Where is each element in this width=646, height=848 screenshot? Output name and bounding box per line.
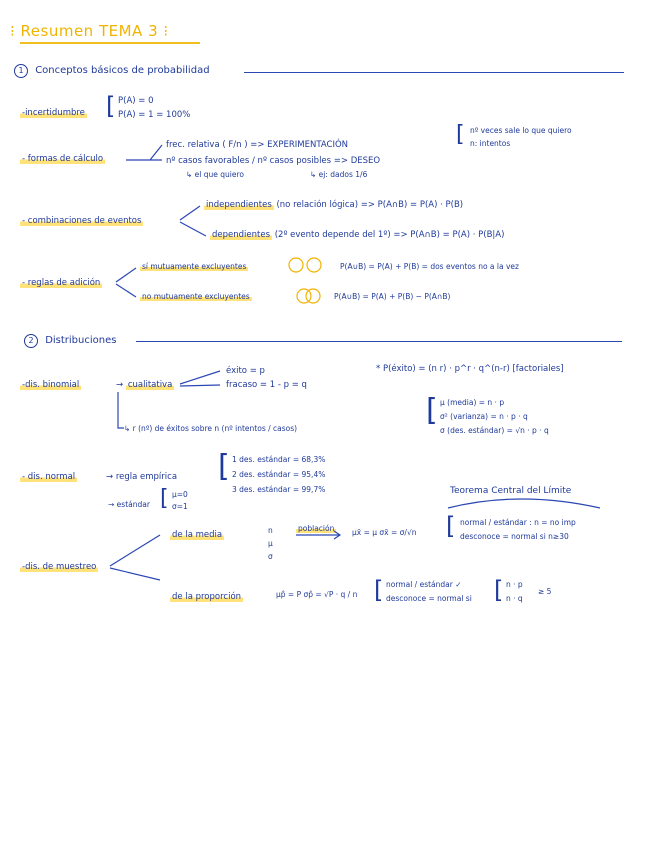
muestreo-formula: μx̄ = μ σx̄ = σ/√n	[352, 528, 417, 537]
reglas-b1: sí mutuamente excluyentes	[142, 262, 247, 271]
binomial-fracaso: fracaso = 1 - p = q	[226, 380, 307, 390]
normal-e2: 2 des. estándar = 95,4%	[232, 470, 326, 479]
binomial-cual: → cualitativa	[116, 380, 173, 390]
muestreo-c2: desconoce = normal si n≥30	[460, 532, 569, 541]
formas-label: - formas de cálculo	[22, 154, 104, 164]
disjoint-circle-a	[289, 258, 303, 272]
binomial-exito: éxito = p	[226, 366, 265, 376]
binomial-rline: ↳ r (nº) de éxitos sobre n (nº intentos / casos)	[124, 424, 298, 433]
muestreo-syms: n μ σ	[268, 526, 273, 561]
reglas-b2: no mutuamente excluyentes	[142, 292, 250, 301]
incertidumbre-bracket: [	[106, 92, 116, 120]
formas-sub2: ↳ ej: dados 1/6	[310, 170, 368, 179]
incertidumbre-line2: P(A) = 1 = 100%	[118, 110, 191, 120]
muestreo-prop-bracket: [	[374, 576, 384, 604]
title-deco-left: ⁝	[10, 22, 21, 40]
formas-sub1: ↳ el que quiero	[186, 170, 244, 179]
overlap-circle-a	[297, 289, 311, 303]
title-deco-right: ⁝	[158, 22, 169, 40]
section1-number: 1	[14, 64, 28, 78]
normal-e1: 1 des. estándar = 68,3%	[232, 455, 326, 464]
reglas-connector	[116, 268, 136, 297]
muestreo-prop: de la proporción	[172, 592, 242, 602]
section2-title: Distribuciones	[45, 335, 117, 346]
muestreo-label: -dis. de muestreo	[22, 562, 97, 572]
tcl-heading: Teorema Central del Límite	[450, 486, 572, 496]
muestreo-pc2: desconoce = normal si	[386, 594, 472, 603]
overlap-circle-b	[306, 289, 320, 303]
muestreo-np-bracket: [	[494, 576, 504, 604]
binomial-vert	[118, 392, 124, 428]
binomial-formula: * P(éxito) = (n r) · p^r · q^(n-r) [factoriales]	[376, 364, 564, 374]
normal-std-bracket: [	[160, 486, 169, 511]
reglas-b2-formula: P(A∪B) = P(A) + P(B) − P(A∩B)	[334, 292, 451, 301]
muestreo-c1: normal / estándar : n = no imp	[460, 518, 576, 527]
muestreo-poblacion: población	[298, 524, 335, 533]
combinaciones-label: - combinaciones de eventos	[22, 216, 142, 226]
binomial-connector	[180, 371, 220, 386]
normal-mu0: μ=0	[172, 490, 188, 499]
muestreo-pc1: normal / estándar ✓	[386, 580, 462, 589]
normal-s1: σ=1	[172, 502, 188, 511]
formas-branch2: nº casos favorables / nº casos posibles => DESEO	[166, 156, 381, 166]
reglas-b1-formula: P(A∪B) = P(A) + P(B) = dos eventos no a la vez	[340, 262, 519, 271]
normal-std: → estándar	[108, 500, 150, 509]
muestreo-np: n · p	[506, 580, 523, 589]
section1-title: Conceptos básicos de probabilidad	[35, 65, 210, 76]
formas-right1: nº veces sale lo que quiero	[470, 126, 572, 135]
binomial-bracket: [	[426, 393, 438, 428]
muestreo-media: de la media	[172, 530, 223, 540]
muestreo-connector	[110, 535, 160, 580]
combinaciones-connector	[180, 206, 206, 236]
muestreo-ge5: ≥ 5	[538, 587, 552, 596]
formas-connector	[126, 145, 162, 160]
normal-e3: 3 des. estándar = 99,7%	[232, 485, 326, 494]
binomial-label: -dis. binomial	[22, 380, 80, 390]
normal-arrow: → regla empírica	[106, 472, 178, 482]
incertidumbre-line1: P(A) = 0	[118, 96, 154, 106]
muestreo-nq: n · q	[506, 594, 523, 603]
muestreo-prop-formula: μp̂ = P σp̂ = √P · q / n	[276, 590, 358, 599]
formas-branch1: frec. relativa ( F/n ) => EXPERIMENTACIÓN	[166, 140, 349, 150]
combinaciones-b2: dependientes (2º evento depende del 1º) => P(A∩B) = P(A) · P(B|A)	[212, 230, 505, 240]
binomial-var: σ² (varianza) = n · p · q	[440, 412, 528, 421]
muestreo-bracket: [	[446, 512, 456, 540]
poblacion-arrow	[296, 531, 340, 539]
reglas-label: - reglas de adición	[22, 278, 101, 288]
title-text: Resumen TEMA 3	[20, 22, 159, 40]
incertidumbre-label: -incertidumbre	[22, 108, 85, 118]
disjoint-circle-b	[307, 258, 321, 272]
normal-bracket: [	[218, 449, 230, 484]
section2-number: 2	[24, 334, 38, 348]
formas-right2: n: intentos	[470, 139, 511, 148]
binomial-sd: σ (des. estándar) = √n · p · q	[440, 426, 549, 435]
combinaciones-b1: independientes (no relación lógica) => P(A∩B) = P(A) · P(B)	[206, 200, 464, 210]
normal-label: - dis. normal	[22, 472, 76, 482]
binomial-mu: μ (media) = n · p	[440, 398, 505, 407]
formas-right-bracket: [	[456, 122, 465, 147]
tcl-arch	[448, 499, 600, 508]
